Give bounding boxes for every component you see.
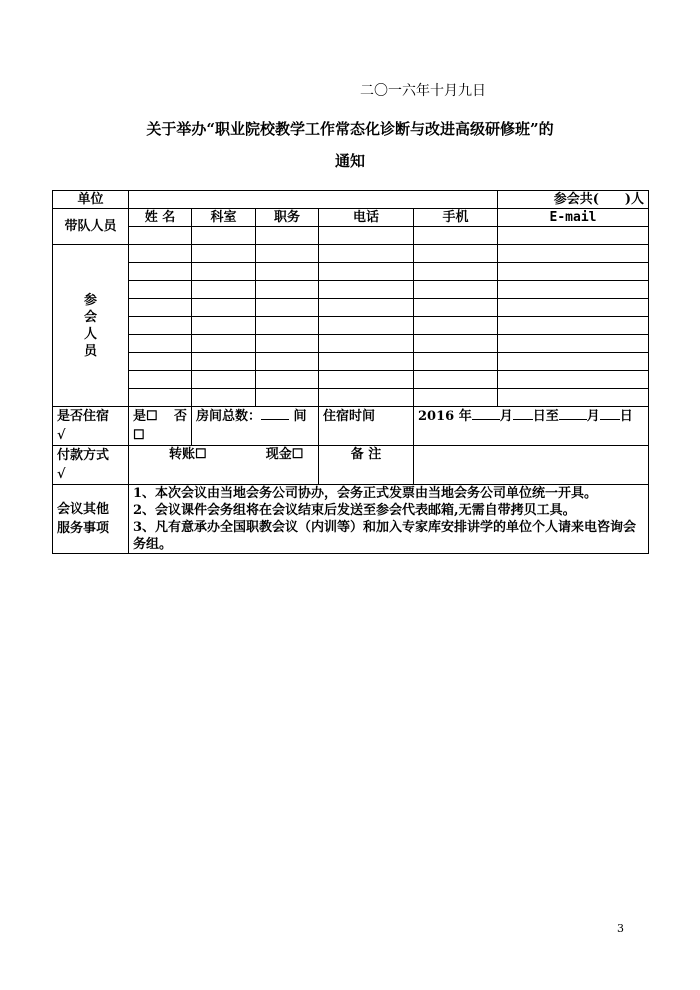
table-cell[interactable] xyxy=(256,335,319,353)
month-end-blank[interactable] xyxy=(559,407,587,420)
table-cell[interactable] xyxy=(192,245,256,263)
lodging-no-checkbox[interactable]: ☐ xyxy=(133,428,145,443)
services-label: 会议其他 服务事项 xyxy=(53,485,129,554)
service-item-2: 2、会议课件会务组将在会议结束后发送至参会代表邮箱,无需自带拷贝工具。 xyxy=(133,503,576,518)
table-cell[interactable] xyxy=(256,263,319,281)
table-cell[interactable] xyxy=(129,227,192,245)
table-cell[interactable] xyxy=(129,245,192,263)
table-cell[interactable] xyxy=(192,389,256,407)
table-cell[interactable] xyxy=(414,317,498,335)
leader-row xyxy=(53,227,649,245)
table-cell[interactable] xyxy=(414,335,498,353)
notice-title: 关于举办“职业院校教学工作常态化诊断与改进高级研修班”的 xyxy=(146,120,554,138)
rooms-count-blank[interactable] xyxy=(261,407,289,420)
payment-label: 付款方式 √ xyxy=(53,446,129,485)
table-cell[interactable] xyxy=(192,317,256,335)
notice-date: 二〇一六年十月九日 xyxy=(360,83,486,99)
table-cell[interactable] xyxy=(414,389,498,407)
table-cell[interactable] xyxy=(414,245,498,263)
table-cell[interactable] xyxy=(129,335,192,353)
table-cell[interactable] xyxy=(256,317,319,335)
table-cell[interactable] xyxy=(498,299,649,317)
table-cell[interactable] xyxy=(414,371,498,389)
table-cell[interactable] xyxy=(414,263,498,281)
table-cell[interactable] xyxy=(319,227,414,245)
attendee-row xyxy=(53,317,649,335)
col-position: 职务 xyxy=(256,209,319,227)
table-cell[interactable] xyxy=(498,371,649,389)
month-start-blank[interactable] xyxy=(472,407,500,420)
attendee-row xyxy=(53,389,649,407)
table-cell[interactable] xyxy=(498,389,649,407)
table-cell[interactable] xyxy=(192,371,256,389)
stay-time-label: 住宿时间 xyxy=(319,407,414,446)
table-cell[interactable] xyxy=(192,263,256,281)
table-cell[interactable] xyxy=(256,353,319,371)
services-content xyxy=(129,485,649,554)
table-cell[interactable] xyxy=(319,281,414,299)
lodging-no-label: 否 xyxy=(173,409,187,424)
col-name: 姓 名 xyxy=(129,209,192,227)
unit-label: 单位 xyxy=(53,191,129,209)
table-cell[interactable] xyxy=(414,227,498,245)
leader-label: 带队人员 xyxy=(53,209,129,245)
table-cell[interactable] xyxy=(256,299,319,317)
table-cell[interactable] xyxy=(498,281,649,299)
attendees-label: 参 会 人 员 xyxy=(53,245,129,407)
table-cell[interactable] xyxy=(256,389,319,407)
table-cell[interactable] xyxy=(192,227,256,245)
service-item-1: 1、本次会议由当地会务公司协办，会务正式发票由当地会务公司单位统一开具。 xyxy=(133,486,598,501)
table-cell[interactable] xyxy=(256,245,319,263)
col-mobile: 手机 xyxy=(414,209,498,227)
table-cell[interactable] xyxy=(192,299,256,317)
table-cell[interactable] xyxy=(129,299,192,317)
table-cell[interactable] xyxy=(498,335,649,353)
table-cell[interactable] xyxy=(192,353,256,371)
page-number: 3 xyxy=(617,922,624,935)
table-cell[interactable] xyxy=(319,389,414,407)
table-cell[interactable] xyxy=(498,245,649,263)
day-start-blank[interactable] xyxy=(513,407,533,420)
attendee-row xyxy=(53,335,649,353)
table-cell[interactable] xyxy=(319,317,414,335)
col-phone: 电话 xyxy=(319,209,414,227)
attendee-row xyxy=(53,263,649,281)
attendee-row xyxy=(53,299,649,317)
table-cell[interactable] xyxy=(256,227,319,245)
col-email: E-mail xyxy=(498,209,649,227)
table-cell[interactable] xyxy=(498,263,649,281)
lodging-yes-checkbox[interactable]: 是☐ xyxy=(133,409,158,424)
rooms-field[interactable]: 房间总数： 间 xyxy=(192,407,319,446)
table-cell[interactable] xyxy=(498,353,649,371)
remark-field[interactable] xyxy=(414,446,649,485)
attendee-row xyxy=(53,371,649,389)
day-end-blank[interactable] xyxy=(600,407,620,420)
table-cell[interactable] xyxy=(192,335,256,353)
payment-options xyxy=(129,446,319,485)
transfer-checkbox[interactable]: 转账☐ xyxy=(169,447,207,462)
table-cell[interactable] xyxy=(256,281,319,299)
table-cell[interactable] xyxy=(129,389,192,407)
lodging-yes-no[interactable] xyxy=(129,407,192,446)
cash-checkbox[interactable]: 现金☐ xyxy=(265,447,304,462)
table-cell[interactable] xyxy=(414,353,498,371)
remark-label: 备 注 xyxy=(319,446,414,485)
table-cell[interactable] xyxy=(129,317,192,335)
attendee-row xyxy=(53,353,649,371)
table-cell[interactable] xyxy=(319,245,414,263)
table-cell[interactable] xyxy=(319,263,414,281)
stay-dates-field[interactable]: 2016 年 月 日至 月 日 xyxy=(414,407,649,446)
table-cell[interactable] xyxy=(129,371,192,389)
table-cell[interactable] xyxy=(498,227,649,245)
table-cell[interactable] xyxy=(256,371,319,389)
table-cell[interactable] xyxy=(319,371,414,389)
table-cell[interactable] xyxy=(192,281,256,299)
attendee-row xyxy=(53,281,649,299)
attendee-row xyxy=(53,245,649,263)
notice-subtitle: 通知 xyxy=(334,152,365,170)
table-cell[interactable] xyxy=(414,281,498,299)
service-item-3: 3、凡有意承办全国职教会议（内训等）和加入专家库安排讲学的单位个人请来电咨询会务组。 xyxy=(133,520,637,552)
table-cell[interactable] xyxy=(414,299,498,317)
registration-form xyxy=(52,190,649,554)
unit-field[interactable] xyxy=(129,191,498,209)
table-cell[interactable] xyxy=(129,281,192,299)
table-cell[interactable] xyxy=(319,299,414,317)
table-cell[interactable] xyxy=(319,335,414,353)
col-department: 科室 xyxy=(192,209,256,227)
table-cell[interactable] xyxy=(129,263,192,281)
attend-total[interactable]: 参会共( )人 xyxy=(498,191,649,209)
table-cell[interactable] xyxy=(129,353,192,371)
table-cell[interactable] xyxy=(498,317,649,335)
lodging-label: 是否住宿 √ xyxy=(53,407,129,446)
table-cell[interactable] xyxy=(319,353,414,371)
